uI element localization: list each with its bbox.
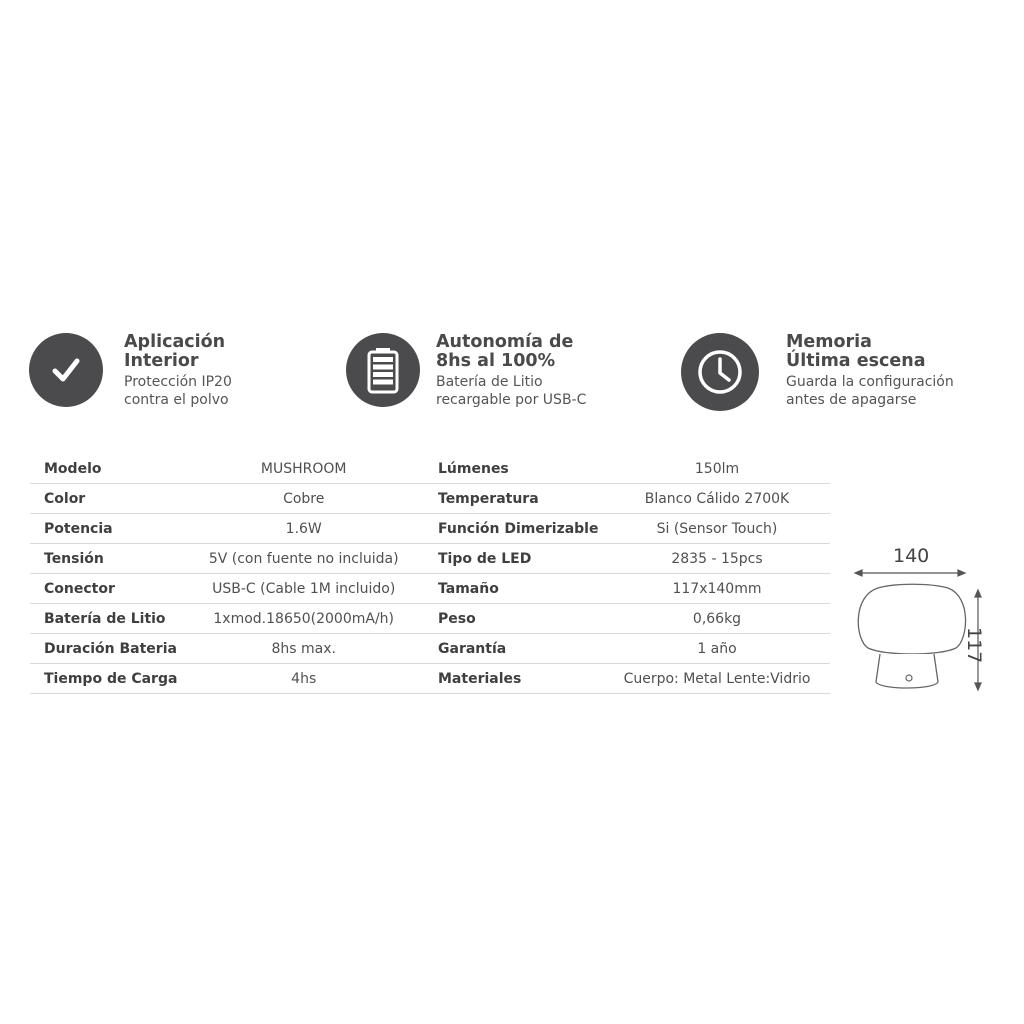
spec-value: Cuerpo: Metal Lente:Vidrio <box>604 664 830 694</box>
spec-table-left <box>30 454 430 694</box>
spec-value: 1 año <box>604 634 830 664</box>
spec-label: Conector <box>30 574 177 604</box>
feature-title: Última escena <box>786 351 926 371</box>
spec-label: Modelo <box>30 454 177 484</box>
feature-subtitle: recargable por USB-C <box>436 392 587 408</box>
spec-value: 150lm <box>604 454 830 484</box>
width-dimension-label: 140 <box>893 545 930 567</box>
spec-label: Materiales <box>424 664 604 694</box>
feature-title: Autonomía de <box>436 332 574 352</box>
spec-value: 8hs max. <box>177 634 430 664</box>
table-row <box>30 574 430 604</box>
feature-title: 8hs al 100% <box>436 351 556 371</box>
spec-label: Garantía <box>424 634 604 664</box>
table-row <box>30 484 430 514</box>
lamp-shade <box>858 584 965 654</box>
feature-title: Memoria <box>786 332 872 352</box>
table-row <box>30 544 430 574</box>
clock-icon <box>695 347 745 397</box>
spec-label: Tipo de LED <box>424 544 604 574</box>
spec-value: Cobre <box>177 484 430 514</box>
feature-circle <box>681 333 759 411</box>
table-row <box>424 514 830 544</box>
spec-value: 5V (con fuente no incluida) <box>177 544 430 574</box>
table-row <box>424 484 830 514</box>
spec-value: 0,66kg <box>604 604 830 634</box>
spec-label: Batería de Litio <box>30 604 177 634</box>
table-row <box>30 514 430 544</box>
width-arrow <box>855 570 965 576</box>
table-row <box>30 664 430 694</box>
spec-label: Tamaño <box>424 574 604 604</box>
feature-subtitle: Guarda la configuración <box>786 374 954 390</box>
feature-circle <box>29 333 103 407</box>
spec-table-right <box>424 454 830 694</box>
feature-subtitle: antes de apagarse <box>786 392 917 408</box>
spec-value: 1.6W <box>177 514 430 544</box>
table-row <box>30 604 430 634</box>
table-row <box>30 454 430 484</box>
height-dimension-label: 117 <box>963 627 985 664</box>
spec-label: Peso <box>424 604 604 634</box>
spec-value: Si (Sensor Touch) <box>604 514 830 544</box>
spec-label: Tensión <box>30 544 177 574</box>
feature-subtitle: Protección IP20 <box>124 374 232 390</box>
table-row <box>424 664 830 694</box>
feature-subtitle: Batería de Litio <box>436 374 543 390</box>
spec-value: 1xmod.18650(2000mA/h) <box>177 604 430 634</box>
spec-label: Temperatura <box>424 484 604 514</box>
spec-label: Color <box>30 484 177 514</box>
spec-label: Tiempo de Carga <box>30 664 177 694</box>
table-row <box>424 544 830 574</box>
spec-label: Lúmenes <box>424 454 604 484</box>
lamp-dimension-drawing <box>850 540 1020 700</box>
table-row <box>424 574 830 604</box>
table-row <box>424 454 830 484</box>
spec-label: Duración Bateria <box>30 634 177 664</box>
battery-icon <box>363 346 403 394</box>
feature-circle <box>346 333 420 407</box>
feature-subtitle: contra el polvo <box>124 392 229 408</box>
spec-value: Blanco Cálido 2700K <box>604 484 830 514</box>
table-row <box>30 634 430 664</box>
spec-value: MUSHROOM <box>177 454 430 484</box>
spec-value: 4hs <box>177 664 430 694</box>
lamp-base <box>876 654 938 688</box>
spec-label: Función Dimerizable <box>424 514 604 544</box>
feature-title: Aplicación <box>124 332 226 352</box>
table-row <box>424 634 830 664</box>
table-row <box>424 604 830 634</box>
spec-value: 117x140mm <box>604 574 830 604</box>
feature-title: Interior <box>124 351 199 371</box>
spec-value: USB-C (Cable 1M incluido) <box>177 574 430 604</box>
spec-value: 2835 - 15pcs <box>604 544 830 574</box>
check-icon <box>46 350 86 390</box>
spec-label: Potencia <box>30 514 177 544</box>
